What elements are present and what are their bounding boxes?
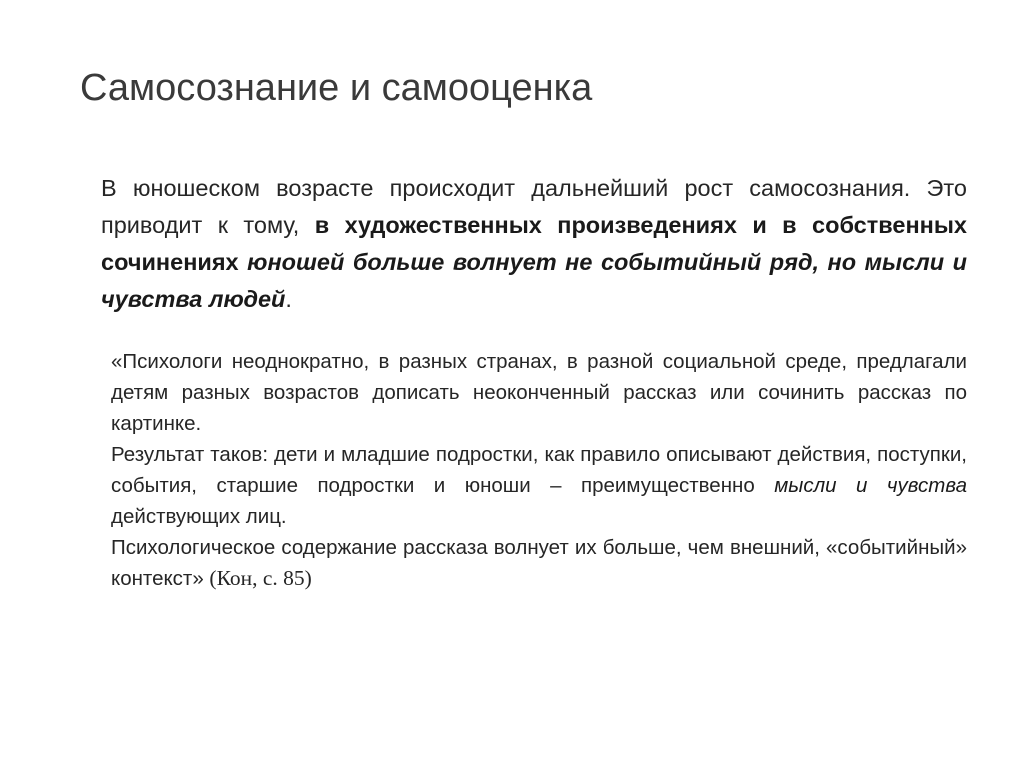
main-paragraph — [101, 170, 967, 318]
quote-paragraph-2-italic: мысли и чувства — [774, 474, 967, 497]
quote-paragraph-2 — [111, 439, 967, 532]
main-paragraph-intro: В юношеском возрасте происходит дальнейший рост самосознания. Это приводит к тому, — [101, 175, 967, 238]
quote-paragraph-3 — [111, 532, 967, 594]
quote-paragraph-3-text: Психологическое содержание рассказа волнует их больше, чем внешний, «событийный» контекст» — [111, 536, 967, 590]
citation: (Кон, с. 85) — [209, 566, 312, 590]
main-paragraph-bold: в художественных произведениях и в собственных сочинениях — [101, 212, 967, 275]
quote-paragraph-1: «Психологи неоднократно, в разных странах, в разной социальной среде, предлагали детям разных возрастов дописать неоконченный рассказ или сочинить рассказ по картинке. — [111, 350, 967, 435]
slide-title: Самосознание и самооценка — [80, 67, 593, 109]
quote-paragraph-2-end: действующих лиц. — [111, 505, 287, 528]
quote-block — [111, 346, 967, 594]
main-paragraph-bold-italic: юношей больше волнует не событийный ряд, но мысли и чувства людей — [101, 249, 967, 312]
main-paragraph-end: . — [285, 286, 292, 312]
quote-paragraph-2-text: Результат таков: дети и младшие подростки, как правило описывают действия, поступки, события, старшие подростки и юноши – преимущественно — [111, 443, 967, 497]
